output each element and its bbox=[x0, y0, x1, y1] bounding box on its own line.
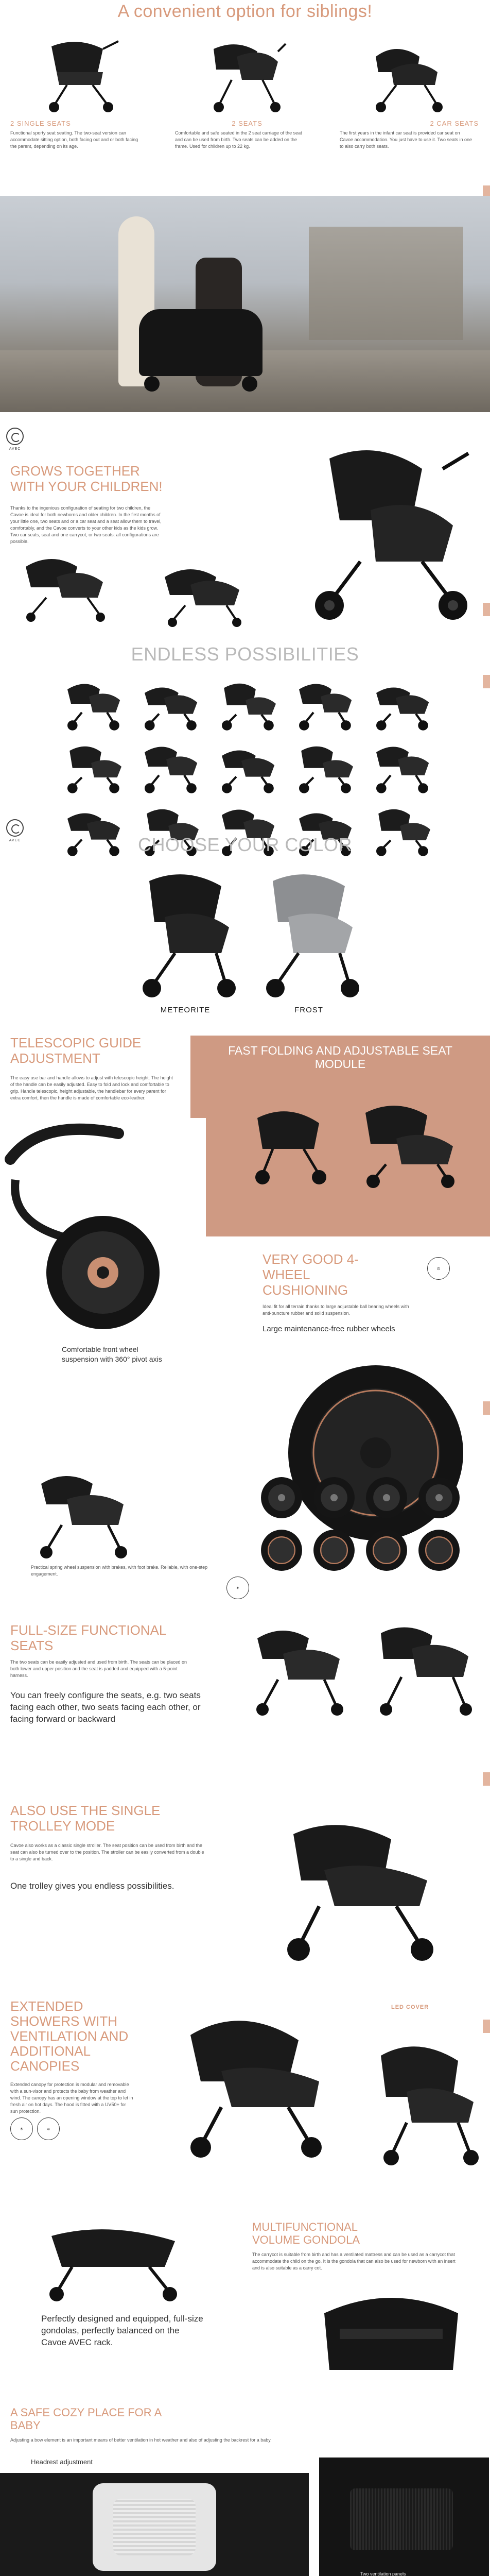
led-cover-stroller-image bbox=[371, 2035, 484, 2169]
wheels-section bbox=[0, 1247, 490, 1577]
two-seats-stroller-image bbox=[201, 36, 288, 113]
section-text: Thanks to the ingenious configuration of seating for two children, the Cavoe is ideal for both newborns and older children. In the first months of your little one, two seats and or a car seat and a seat allow them to travel, comfortably, and the Cavoe converts to your other kids as the kids grow. Two car seats, seat and one carrycot, or two seats: all configurations are possible. bbox=[10, 505, 162, 545]
front-wheel-caption: Comfortable front wheel suspension with 360° pivot axis bbox=[62, 1345, 162, 1363]
grows-together-section bbox=[0, 428, 490, 634]
configuration-icon bbox=[211, 738, 283, 795]
configuration-icon bbox=[134, 738, 206, 795]
section-title bbox=[10, 464, 206, 495]
configuration-icon bbox=[365, 738, 437, 795]
brand-logo-icon bbox=[6, 819, 24, 837]
title-line: WITH YOUR CHILDREN! bbox=[10, 478, 163, 494]
canopy-stroller-image bbox=[175, 2004, 329, 2159]
double-single-seats-stroller-image bbox=[36, 36, 124, 113]
section-title bbox=[10, 1803, 226, 1834]
gondola-stroller-image bbox=[31, 2221, 206, 2303]
side-tab bbox=[483, 675, 490, 688]
option-label: 2 SEATS bbox=[232, 120, 262, 127]
stroller-seats-image bbox=[31, 1463, 134, 1561]
title-line: MODULE bbox=[314, 1057, 366, 1071]
title-line: TELESCOPIC GUIDE bbox=[10, 1035, 142, 1050]
gondola-caption: Perfectly designed and equipped, full-size gondolas, perfectly balanced on the Cavoe AVEC rack. bbox=[41, 2314, 203, 2347]
gallery-caption: Practical spring wheel suspension with brakes, with foot brake. Reliable, with one-step engagement. bbox=[31, 1565, 208, 1577]
interior-photo bbox=[0, 2473, 309, 2576]
title-line: VERY GOOD 4- bbox=[262, 1251, 359, 1267]
ventilation-badge-icon: ≋ bbox=[37, 2117, 60, 2140]
title-line: SHOWERS WITH bbox=[10, 2013, 117, 2029]
frost-stroller-image bbox=[257, 866, 360, 999]
side-tab bbox=[483, 1401, 490, 1415]
section-text: The carrycot is suitable from birth and has a ventilated mattress and can be used as a carrycot that accommodate the child on the go. It is the gondola that can also be used for newborn with an insert and is also suitable as a carry cot. bbox=[252, 2252, 456, 2271]
gondola-section bbox=[0, 2221, 490, 2391]
title-line: CANOPIES bbox=[10, 2058, 80, 2074]
large-wheel-image bbox=[257, 1350, 490, 1473]
configuration-icon bbox=[365, 675, 437, 733]
title-line: TROLLEY MODE bbox=[10, 1818, 115, 1834]
configuration-icon bbox=[211, 675, 283, 733]
stroller-main-image bbox=[299, 438, 474, 623]
canopies-section bbox=[0, 1999, 490, 2195]
section-text: You can freely configure the seats, e.g. two seats facing each other, two seats facing each other, or facing forward or backward bbox=[10, 1690, 201, 1724]
section-small-text: Adjusting a bow element is an important means of better ventilation in hot weather and also of adjusting the backrest for a baby. bbox=[10, 2437, 272, 2443]
configuration-icon bbox=[134, 675, 206, 733]
seats-facing-image bbox=[247, 1618, 350, 1721]
siblings-section bbox=[0, 0, 490, 227]
title-line: ADDITIONAL bbox=[10, 2043, 91, 2059]
brand-logo-icon bbox=[6, 428, 24, 445]
ventilation-caption: Two ventilation panels bbox=[360, 2571, 406, 2576]
title-line: ADJUSTMENT bbox=[10, 1050, 100, 1066]
single-trolley-image bbox=[273, 1808, 443, 1963]
color-option-meteorite[interactable]: METEORITE bbox=[160, 1006, 211, 1014]
option-text: Functional sporty seat seating. The two-seat version can accommodate sitting option, both facing out and or both facing the parent, depending on its age. bbox=[10, 130, 138, 149]
wheel-icon bbox=[310, 1526, 358, 1574]
panel-title bbox=[190, 1044, 490, 1071]
title-line: BABY bbox=[10, 2419, 41, 2432]
title-line: SEATS bbox=[10, 1637, 54, 1653]
color-section bbox=[0, 819, 490, 1030]
option-text: The first years in the infant car seat is provided car seat on Cavoe accommodation. You just have to use it. Two seats in one to also carry both seats. bbox=[340, 130, 472, 149]
configuration-icon bbox=[57, 675, 129, 733]
title-line: ALSO USE THE SINGLE bbox=[10, 1803, 161, 1818]
configuration-grid bbox=[57, 675, 437, 809]
led-cover-label: LED COVER bbox=[391, 2004, 429, 2010]
section-title: CHOOSE YOUR COLOR bbox=[138, 834, 352, 855]
title-line: EXTENDED bbox=[10, 1998, 83, 2014]
section-title: ENDLESS POSSIBILITIES bbox=[131, 643, 359, 665]
carrycot-image bbox=[309, 2282, 474, 2385]
seat-badge-icon: ✦ bbox=[226, 1577, 249, 1599]
section-title bbox=[262, 1252, 396, 1298]
section-title bbox=[252, 2221, 458, 2247]
wheel-icon bbox=[362, 1526, 411, 1574]
cozy-place-section bbox=[0, 2406, 490, 2576]
option-label: 2 CAR SEATS bbox=[430, 120, 479, 127]
title-line: CUSHIONING bbox=[262, 1282, 348, 1298]
wheel-icon bbox=[415, 1473, 463, 1522]
title-line: FAST FOLDING AND ADJUSTABLE SEAT bbox=[228, 1044, 452, 1057]
color-option-frost[interactable]: FROST bbox=[294, 1006, 323, 1014]
option-text: Comfortable and safe seated in the 2 seat carriage of the seat and can be used from birth. Two seats can be added on the frame. Used for children up to 22 kg. bbox=[175, 130, 302, 149]
seat-module-stroller-image bbox=[355, 1097, 458, 1190]
wheel-icon bbox=[310, 1473, 358, 1522]
endless-possibilities-section bbox=[0, 644, 490, 814]
brand-logo-caption: AVEC bbox=[9, 839, 21, 842]
configuration-icon bbox=[288, 738, 360, 795]
wheel-badge-icon: ⊙ bbox=[427, 1257, 450, 1280]
title-line: WHEEL bbox=[262, 1266, 310, 1282]
section-title bbox=[10, 1036, 175, 1066]
configuration-icon bbox=[288, 675, 360, 733]
wheel-gallery bbox=[257, 1473, 463, 1561]
title-line: MULTIFUNCTIONAL bbox=[252, 2221, 358, 2233]
wheel-icon bbox=[257, 1473, 306, 1522]
title-line: VOLUME GONDOLA bbox=[252, 2233, 360, 2247]
folded-stroller-image bbox=[242, 1097, 335, 1190]
section-title bbox=[10, 2406, 226, 2432]
wheel-icon bbox=[415, 1526, 463, 1574]
section-small-text: The two seats can be easily adjusted and used from birth. The seats can be placed on both lower and upper position and the seat is padded and equipped with a 5-point harness. bbox=[10, 1659, 187, 1679]
folding-panel bbox=[190, 1036, 490, 1236]
title-line: VENTILATION AND bbox=[10, 2028, 129, 2044]
configuration-icon bbox=[57, 738, 129, 795]
section-title: A convenient option for siblings! bbox=[117, 2, 373, 21]
section-text: One trolley gives you endless possibilities. bbox=[10, 1881, 174, 1891]
side-tab bbox=[483, 603, 490, 616]
stroller-configuration-image bbox=[15, 551, 113, 623]
wheel-icon bbox=[257, 1526, 306, 1574]
brand-logo-caption: AVEC bbox=[9, 447, 21, 451]
title-line: FULL-SIZE FUNCTIONAL bbox=[10, 1622, 167, 1638]
section-text: Ideal fit for all terrain thanks to large adjustable ball bearing wheels with anti-puncture rubber and solid suspension. bbox=[262, 1304, 409, 1316]
section-text: The easy use bar and handle allows to adjust with telescopic height. The height of the handle can be easily adjusted. Easy to fold and lock and comfortable to grip. Handle telescopic, height adjustable, the handlebar for every parent for extra comfort, then the handle is made of comfortable eco-leather. bbox=[10, 1075, 173, 1101]
option-label: 2 SINGLE SEATS bbox=[10, 120, 71, 127]
section-title bbox=[10, 1623, 216, 1654]
title-line: GROWS TOGETHER bbox=[10, 463, 140, 479]
title-line: A SAFE COZY PLACE FOR A bbox=[10, 2406, 162, 2419]
lifestyle-photo bbox=[0, 196, 490, 412]
ventilation-photo bbox=[319, 2458, 489, 2576]
full-size-seats-section bbox=[0, 1577, 490, 1793]
side-tab bbox=[483, 1772, 490, 1786]
meteorite-stroller-image bbox=[134, 866, 237, 999]
two-car-seats-stroller-image bbox=[360, 36, 448, 113]
section-title bbox=[10, 1999, 144, 2074]
wheels-caption: Large maintenance-free rubber wheels bbox=[262, 1325, 395, 1333]
wheel-icon bbox=[362, 1473, 411, 1522]
seats-forward-image bbox=[365, 1618, 479, 1721]
stroller-configuration-image bbox=[154, 556, 252, 629]
uv-badge-icon: ☀ bbox=[10, 2117, 33, 2140]
section-small-text: Cavoe also works as a classic single stroller. The seat position can be used from birth and the seat can also be turned over to the position. The stroller can be easily converted from a double to a single and back. bbox=[10, 1843, 204, 1862]
section-small-text: Extended canopy for protection is modular and removable with a sun-visor and protects the baby from weather and wind. The canopy has an opening window at the top to let in fresh air on hot days. The hood is fitted with a UV50+ for sun protection. bbox=[10, 2082, 133, 2114]
headrest-caption: Headrest adjustment bbox=[31, 2458, 93, 2466]
